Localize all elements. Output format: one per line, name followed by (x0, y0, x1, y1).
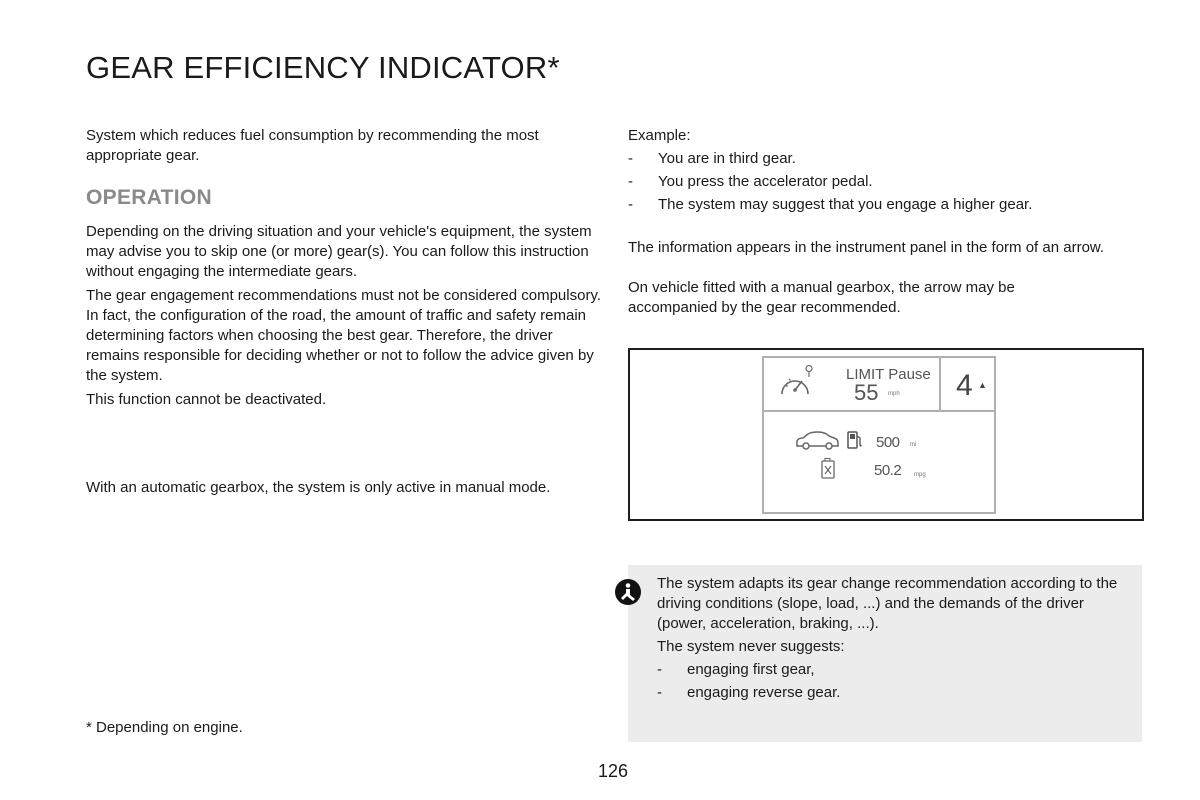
operation-heading: OPERATION (86, 186, 212, 209)
gear-up-arrow-icon: ▲ (978, 380, 987, 390)
dash: - (628, 196, 633, 213)
example-list (628, 149, 1148, 218)
list-item (628, 149, 1148, 169)
display-top-section (764, 358, 994, 412)
operation-paragraph-3: This function cannot be deactivated. (86, 391, 327, 408)
range-value: 500 (876, 434, 900, 451)
dash: - (628, 150, 633, 167)
fuel-pump-icon (846, 430, 864, 450)
intro-text: System which reduces fuel consumption by recommending the most appropriate gear. (86, 127, 539, 164)
list-item (628, 172, 1148, 192)
list-item (628, 195, 1148, 215)
list-item (657, 660, 1132, 680)
info-icon (614, 578, 642, 606)
list-item (657, 683, 1132, 703)
never-suggests-label: The system never suggests: (657, 638, 845, 655)
info-panel-text: The information appears in the instrument panel in the form of an arrow. (628, 239, 1105, 256)
manual-gearbox-note: On vehicle fitted with a manual gearbox, the arrow may be accompanied by the gear recommended. (628, 279, 1015, 316)
dash: - (657, 684, 662, 701)
limit-speed: 55 (854, 380, 879, 405)
limit-label: LIMIT Pause (846, 366, 931, 383)
page-number: 126 (598, 761, 629, 781)
instrument-display (762, 356, 996, 514)
list-item-text: engaging first gear, (687, 661, 815, 678)
example-label: Example: (628, 127, 691, 144)
recommended-gear: 4 (956, 369, 973, 402)
consumption-unit: mpg (914, 472, 926, 478)
footnote: * Depending on engine. (86, 719, 243, 736)
display-divider (939, 358, 941, 410)
list-item-text: You are in third gear. (658, 150, 796, 167)
operation-paragraph-1: Depending on the driving situation and your vehicle's equipment, the system may advise you to skip one (or more) gear(s). You can follow this instruction without engaging the intermediate gears. (86, 223, 592, 280)
automatic-note: With an automatic gearbox, the system is only active in manual mode. (86, 479, 551, 496)
consumption-value: 50.2 (874, 462, 902, 479)
dash: - (657, 661, 662, 678)
range-unit: mi (910, 442, 917, 448)
never-suggests-list (657, 660, 1132, 703)
list-item-text: The system may suggest that you engage a higher gear. (658, 196, 1033, 213)
fuel-can-icon (820, 458, 836, 480)
page-title: GEAR EFFICIENCY INDICATOR* (86, 50, 560, 85)
dash: - (628, 173, 633, 190)
info-box-content (657, 574, 1132, 706)
list-item-text: engaging reverse gear. (687, 684, 841, 701)
operation-paragraph-2: The gear engagement recommendations must not be considered compulsory. In fact, the configuration of the road, the amount of traffic and safety remain determining factors when choosing the best gear. Therefore, the driver remains responsible for deciding whether or not to follow the advice given by the system. (86, 287, 602, 384)
limit-unit: mph (888, 391, 900, 397)
car-icon (794, 430, 840, 452)
pin-icon (804, 364, 814, 378)
list-item-text: You press the accelerator pedal. (658, 173, 873, 190)
info-paragraph: The system adapts its gear change recommendation according to the driving conditions (slope, load, ...) and the demands of the driver (power, acceleration, braking, ...). (657, 575, 1118, 632)
